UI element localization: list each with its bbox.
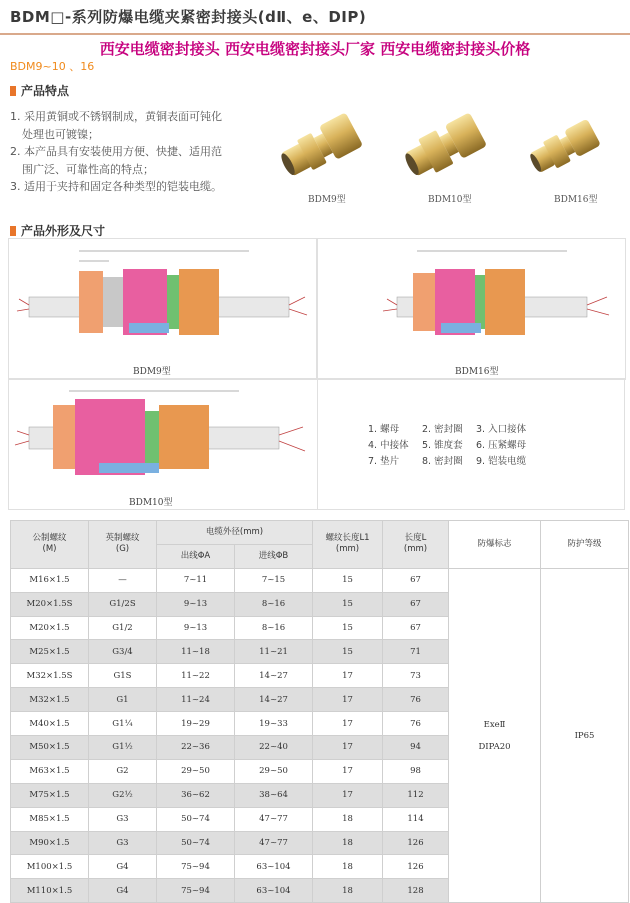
header-length: 长度L (mm): [383, 521, 449, 569]
table-cell: M32×1.5S: [11, 664, 89, 688]
table-cell: G3: [89, 831, 157, 855]
table-cell: M85×1.5: [11, 807, 89, 831]
table-cell: 18: [313, 831, 383, 855]
dimensions-heading: 产品外形及尺寸: [10, 222, 105, 239]
table-cell: M16×1.5: [11, 568, 89, 592]
header-imperial: 英制螺纹 (G): [89, 521, 157, 569]
table-cell: 7~15: [235, 568, 313, 592]
table-cell: —: [89, 568, 157, 592]
table-cell: 75~94: [157, 879, 235, 903]
table-cell: 11~18: [157, 640, 235, 664]
header-metric: 公制螺纹 (M): [11, 521, 89, 569]
table-cell: 76: [383, 712, 449, 736]
table-cell: 98: [383, 759, 449, 783]
table-cell: 19~33: [235, 712, 313, 736]
ex-mark-cell: [449, 568, 541, 902]
bdm10-product-image: [396, 105, 496, 185]
table-cell: 128: [383, 879, 449, 903]
legend-row: [368, 438, 530, 454]
features-heading: 产品特点: [10, 82, 69, 99]
table-cell: 38~64: [235, 783, 313, 807]
table-cell: 19~29: [157, 712, 235, 736]
ex-mark-line: ExeⅡ: [483, 719, 506, 730]
diagram-label-bdm9: BDM9型: [133, 367, 171, 377]
table-cell: G1/2: [89, 616, 157, 640]
feature-line: 1. 采用黄铜或不锈钢制成，黄铜表面可钝化: [10, 110, 222, 123]
table-cell: G3: [89, 807, 157, 831]
section-marker-icon: [10, 86, 16, 96]
table-cell: 71: [383, 640, 449, 664]
feature-line: 3. 适用于夹持和固定各种类型的铠装电缆。: [10, 180, 222, 193]
table-cell: 29~50: [157, 759, 235, 783]
table-cell: 67: [383, 616, 449, 640]
product-label-bdm10: BDM10型: [428, 195, 472, 205]
legend-item: 5. 锥度套: [422, 440, 463, 451]
table-cell: 63~104: [235, 879, 313, 903]
table-cell: 126: [383, 831, 449, 855]
table-cell: 14~27: [235, 688, 313, 712]
legend-item: 4. 中接体: [368, 440, 409, 451]
table-cell: G3/4: [89, 640, 157, 664]
feature-line: 围广泛、可靠性高的特点；: [22, 162, 154, 176]
product-label-bdm9: BDM9型: [308, 195, 346, 205]
header-cable: 电缆外径(mm): [157, 521, 313, 545]
table-cell: 50~74: [157, 807, 235, 831]
table-cell: 18: [313, 807, 383, 831]
table-cell: 17: [313, 688, 383, 712]
table-cell: 7~11: [157, 568, 235, 592]
divider: [0, 33, 630, 35]
table-cell: 11~21: [235, 640, 313, 664]
table-cell: M25×1.5: [11, 640, 89, 664]
table-cell: 15: [313, 616, 383, 640]
diagram-label-bdm10: BDM10型: [129, 498, 173, 508]
table-cell: 76: [383, 688, 449, 712]
bdm16-product-image: [522, 105, 612, 185]
bdm9-product-image: [272, 105, 372, 185]
table-cell: G2½: [89, 783, 157, 807]
table-cell: 47~77: [235, 831, 313, 855]
table-cell: 9~13: [157, 616, 235, 640]
legend-row: [368, 422, 530, 438]
legend-item: 2. 密封圈: [422, 424, 463, 435]
diagram-bdm16: [316, 238, 626, 380]
table-cell: 63~104: [235, 855, 313, 879]
table-cell: 18: [313, 855, 383, 879]
table-cell: 14~27: [235, 664, 313, 688]
table-cell: G1: [89, 688, 157, 712]
spec-table: [10, 520, 629, 903]
diagram-label-bdm16: BDM16型: [455, 367, 499, 377]
table-cell: 67: [383, 592, 449, 616]
table-cell: 17: [313, 736, 383, 760]
table-cell: 15: [313, 568, 383, 592]
header-ip: 防护等级: [541, 521, 629, 569]
parts-legend: [368, 422, 530, 470]
table-cell: 67: [383, 568, 449, 592]
table-cell: M32×1.5: [11, 688, 89, 712]
header-ex-mark: 防爆标志: [449, 521, 541, 569]
feature-line: 2. 本产品具有安装使用方便、快捷、适用范: [10, 145, 222, 158]
legend-item: 6. 压紧螺母: [476, 440, 527, 451]
series-label: BDM9~10 、16: [10, 60, 95, 73]
banner-links[interactable]: 西安电缆密封接头 西安电缆密封接头厂家 西安电缆密封接头价格: [99, 40, 531, 58]
table-cell: 47~77: [235, 807, 313, 831]
product-label-bdm16: BDM16型: [554, 195, 598, 205]
features-list: [10, 108, 272, 196]
header-inlet: 进线ΦB: [235, 544, 313, 568]
table-cell: 17: [313, 712, 383, 736]
table-cell: M50×1.5: [11, 736, 89, 760]
table-cell: 11~24: [157, 688, 235, 712]
table-cell: 15: [313, 640, 383, 664]
page-title: BDM□-系列防爆电缆夹紧密封接头(dⅡ、e、DIP): [10, 8, 367, 26]
ex-mark-line: DIPA20: [478, 741, 511, 752]
table-cell: 126: [383, 855, 449, 879]
feature-line: 处理也可镀镍；: [22, 127, 99, 141]
table-cell: M100×1.5: [11, 855, 89, 879]
table-cell: G2: [89, 759, 157, 783]
table-cell: 29~50: [235, 759, 313, 783]
legend-row: [368, 454, 530, 470]
legend-item: 8. 密封圈: [422, 456, 463, 467]
legend-item: 7. 垫片: [368, 456, 400, 467]
table-cell: M90×1.5: [11, 831, 89, 855]
table-cell: 11~22: [157, 664, 235, 688]
table-cell: 15: [313, 592, 383, 616]
table-cell: 22~36: [157, 736, 235, 760]
legend-item: 9. 铠装电缆: [476, 456, 527, 467]
table-cell: M40×1.5: [11, 712, 89, 736]
table-cell: G1¼: [89, 712, 157, 736]
table-cell: 75~94: [157, 855, 235, 879]
legend-item: 3. 入口接体: [476, 424, 527, 435]
table-cell: 9~13: [157, 592, 235, 616]
table-cell: M20×1.5S: [11, 592, 89, 616]
section-marker-icon: [10, 226, 16, 236]
table-cell: M20×1.5: [11, 616, 89, 640]
table-cell: 112: [383, 783, 449, 807]
table-cell: M75×1.5: [11, 783, 89, 807]
table-cell: G4: [89, 879, 157, 903]
ip-grade-cell: IP65: [541, 568, 629, 902]
table-row: [11, 568, 629, 592]
table-cell: 8~16: [235, 592, 313, 616]
table-cell: G4: [89, 855, 157, 879]
header-outlet: 出线ΦA: [157, 544, 235, 568]
table-cell: 50~74: [157, 831, 235, 855]
table-cell: 94: [383, 736, 449, 760]
table-cell: G1S: [89, 664, 157, 688]
table-cell: 18: [313, 879, 383, 903]
table-cell: G1/2S: [89, 592, 157, 616]
table-cell: 17: [313, 664, 383, 688]
table-cell: 22~40: [235, 736, 313, 760]
legend-item: 1. 螺母: [368, 424, 400, 435]
diagram-bdm9: [8, 238, 318, 380]
header-thread-length: 螺纹长度L1 (mm): [313, 521, 383, 569]
table-cell: 17: [313, 783, 383, 807]
table-cell: M63×1.5: [11, 759, 89, 783]
table-cell: M110×1.5: [11, 879, 89, 903]
table-cell: 73: [383, 664, 449, 688]
table-cell: 8~16: [235, 616, 313, 640]
table-cell: G1½: [89, 736, 157, 760]
diagram-bdm10: [8, 378, 318, 510]
table-cell: 114: [383, 807, 449, 831]
table-cell: 17: [313, 759, 383, 783]
table-cell: 36~62: [157, 783, 235, 807]
